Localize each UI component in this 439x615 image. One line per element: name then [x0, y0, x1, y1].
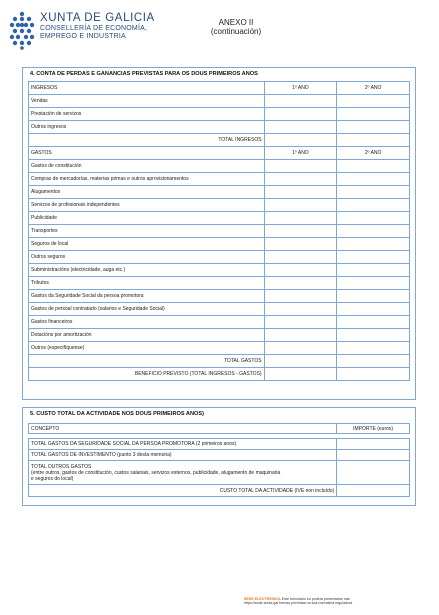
expense-header-row [29, 147, 410, 160]
expense-row-label: Servizos de profesionais independentes [29, 199, 265, 212]
expense-year2-field[interactable] [337, 251, 410, 264]
income-header-row [29, 82, 410, 95]
income-total-year2-field[interactable] [337, 134, 410, 147]
brand-block [40, 12, 155, 41]
table-row [29, 121, 410, 134]
activity-cost-table [28, 423, 410, 497]
expense-row-label: Gastos da Seguridade Social da persoa promotora [29, 290, 265, 303]
expense-year2-field[interactable] [337, 303, 410, 316]
expense-year2-field[interactable] [337, 199, 410, 212]
annex-title: ANEXO II [218, 18, 254, 27]
section-4-title: 4. CONTA DE PERDAS E GANANCIAS PREVISTAS PARA OS DOUS PRIMEIROS ANOS [30, 71, 258, 77]
section-5-box [22, 407, 416, 506]
cost-amount-field[interactable] [337, 439, 410, 450]
xunta-cross-logo-icon [8, 10, 36, 50]
expense-year1-field[interactable] [264, 303, 337, 316]
expense-total-label: TOTAL GASTOS [29, 355, 265, 368]
expense-header-label: GASTOS [29, 147, 265, 160]
income-header-label: INGRESOS [29, 82, 265, 95]
expense-year1-field[interactable] [264, 329, 337, 342]
table-row [29, 108, 410, 121]
expense-year2-field[interactable] [337, 329, 410, 342]
expense-year2-field[interactable] [337, 225, 410, 238]
expense-total-row [29, 355, 410, 368]
expense-row-label: Alugamentos [29, 186, 265, 199]
other-costs-title: TOTAL OUTROS GASTOS [31, 463, 92, 470]
expense-year2-header: 2º ANO [337, 147, 410, 160]
income-year2-field[interactable] [337, 95, 410, 108]
table-row [29, 439, 410, 450]
table-row [29, 290, 410, 303]
expense-year1-field[interactable] [264, 160, 337, 173]
footer-url: https://sede.xunta.gal [244, 601, 279, 606]
expense-row-label: Outros (especifíquense) [29, 342, 265, 355]
cost-amount-field[interactable] [337, 461, 410, 485]
income-total-year1-field[interactable] [264, 134, 337, 147]
expense-row-label: Publicidade [29, 212, 265, 225]
profit-year2-field[interactable] [337, 368, 410, 381]
income-row-label: Prestación de servizos [29, 108, 265, 121]
sede-electronica-label: SEDE ELECTRÓNICA [244, 597, 281, 601]
table-row [29, 212, 410, 225]
income-year1-field[interactable] [264, 95, 337, 108]
expense-year1-field[interactable] [264, 251, 337, 264]
table-row [29, 186, 410, 199]
expense-year1-field[interactable] [264, 238, 337, 251]
income-year2-field[interactable] [337, 121, 410, 134]
brand-name: XUNTA DE GALICIA [40, 12, 155, 24]
cost-total-row [29, 485, 410, 497]
footer-line-1: Este formulario só poderá presentarse nas [281, 597, 350, 601]
document-header [0, 0, 439, 60]
expense-year1-field[interactable] [264, 212, 337, 225]
expense-row-label: Compras de mercadorías, materias primas e outros aprovisionamentos [29, 173, 265, 186]
table-row [29, 238, 410, 251]
income-row-label: Outros ingresos [29, 121, 265, 134]
amount-header: IMPORTE (euros) [337, 424, 410, 434]
table-row [29, 329, 410, 342]
income-year1-field[interactable] [264, 121, 337, 134]
table-row [29, 461, 410, 485]
expense-year2-field[interactable] [337, 277, 410, 290]
income-year2-field[interactable] [337, 108, 410, 121]
other-costs-cell [29, 461, 337, 485]
income-year1-header: 1º ANO [264, 82, 337, 95]
expense-row-label: Outros seguros [29, 251, 265, 264]
expense-year2-field[interactable] [337, 173, 410, 186]
table-row [29, 160, 410, 173]
table-row [29, 225, 410, 238]
expense-year2-field[interactable] [337, 212, 410, 225]
concept-header: CONCEPTO [29, 424, 337, 434]
expense-year1-field[interactable] [264, 225, 337, 238]
profit-loss-table [28, 81, 410, 381]
table-row [29, 450, 410, 461]
income-total-row [29, 134, 410, 147]
expense-year1-field[interactable] [264, 290, 337, 303]
cost-amount-field[interactable] [337, 450, 410, 461]
expense-row-label: Seguros de local [29, 238, 265, 251]
expense-year2-field[interactable] [337, 264, 410, 277]
brand-line-2: EMPREGO E INDUSTRIA [40, 33, 126, 40]
cost-row-label: TOTAL GASTOS DE INVESTIMENTO (punto 3 desta memoria) [29, 450, 337, 461]
expense-row-label: Dotacións por amortización [29, 329, 265, 342]
footer-note [244, 597, 434, 605]
expense-row-label: Gastos de persoal contratado (salarios e Seguridade Social) [29, 303, 265, 316]
expense-year1-header: 1º ANO [264, 147, 337, 160]
table-row [29, 264, 410, 277]
expense-year1-field[interactable] [264, 264, 337, 277]
table-row [29, 277, 410, 290]
table-row [29, 251, 410, 264]
expense-year1-field[interactable] [264, 277, 337, 290]
expense-year1-field[interactable] [264, 173, 337, 186]
expense-row-label: Transportes [29, 225, 265, 238]
section-5-title: 5. CUSTO TOTAL DA ACTIVIDADE NOS DOUS PRIMEIROS ANOS) [30, 411, 204, 417]
brand-line-1: CONSELLERÍA DE ECONOMÍA, [40, 25, 148, 32]
expense-year2-field[interactable] [337, 160, 410, 173]
other-costs-detail-2: e seguros do local) [31, 475, 74, 482]
annex-subtitle: (continuación) [210, 27, 262, 36]
table-row [29, 342, 410, 355]
expense-row-label: Gastos de constitución [29, 160, 265, 173]
expense-row-label: Gastos financeiros [29, 316, 265, 329]
expense-year1-field[interactable] [264, 199, 337, 212]
table-row [29, 316, 410, 329]
expense-year1-field[interactable] [264, 342, 337, 355]
expense-year1-field[interactable] [264, 186, 337, 199]
expense-row-label: Subministracións (electricidade, auga etc.) [29, 264, 265, 277]
profit-row [29, 368, 410, 381]
table-row [29, 303, 410, 316]
cost-row-label: TOTAL GASTOS DA SEGURIDADE SOCIAL DA PERSOA PROMOTORA (2 primeiros anos) [29, 439, 337, 450]
income-year2-header: 2º ANO [337, 82, 410, 95]
table-row [29, 173, 410, 186]
section-4-box [22, 67, 416, 400]
table-row [29, 199, 410, 212]
expense-year2-field[interactable] [337, 316, 410, 329]
other-costs-detail-1: (entre outros, gastos de constitución, custos salariais, servizos externos, publicidade, alugamento de maquinaria [31, 469, 281, 476]
expense-year1-field[interactable] [264, 316, 337, 329]
expense-total-year2-field[interactable] [337, 355, 410, 368]
expense-year2-field[interactable] [337, 238, 410, 251]
table-row [29, 95, 410, 108]
expense-year2-field[interactable] [337, 342, 410, 355]
profit-year1-field[interactable] [264, 368, 337, 381]
income-year1-field[interactable] [264, 108, 337, 121]
income-row-label: Vendas [29, 95, 265, 108]
income-total-label: TOTAL INGRESOS [29, 134, 265, 147]
cost-header-row [29, 424, 410, 434]
cost-total-label: CUSTO TOTAL DA ACTIVIDADE (IVE non incluído) [29, 485, 337, 497]
expense-total-year1-field[interactable] [264, 355, 337, 368]
footer-line-3: formas previstas na súa normativa reguladora [279, 601, 353, 606]
expense-row-label: Tributos [29, 277, 265, 290]
cost-total-field[interactable] [337, 485, 410, 497]
annex-title-block [196, 18, 276, 36]
profit-label: BENEFICIO PREVISTO (TOTAL INGRESOS - GASTOS) [29, 368, 265, 381]
expense-year2-field[interactable] [337, 290, 410, 303]
expense-year2-field[interactable] [337, 186, 410, 199]
